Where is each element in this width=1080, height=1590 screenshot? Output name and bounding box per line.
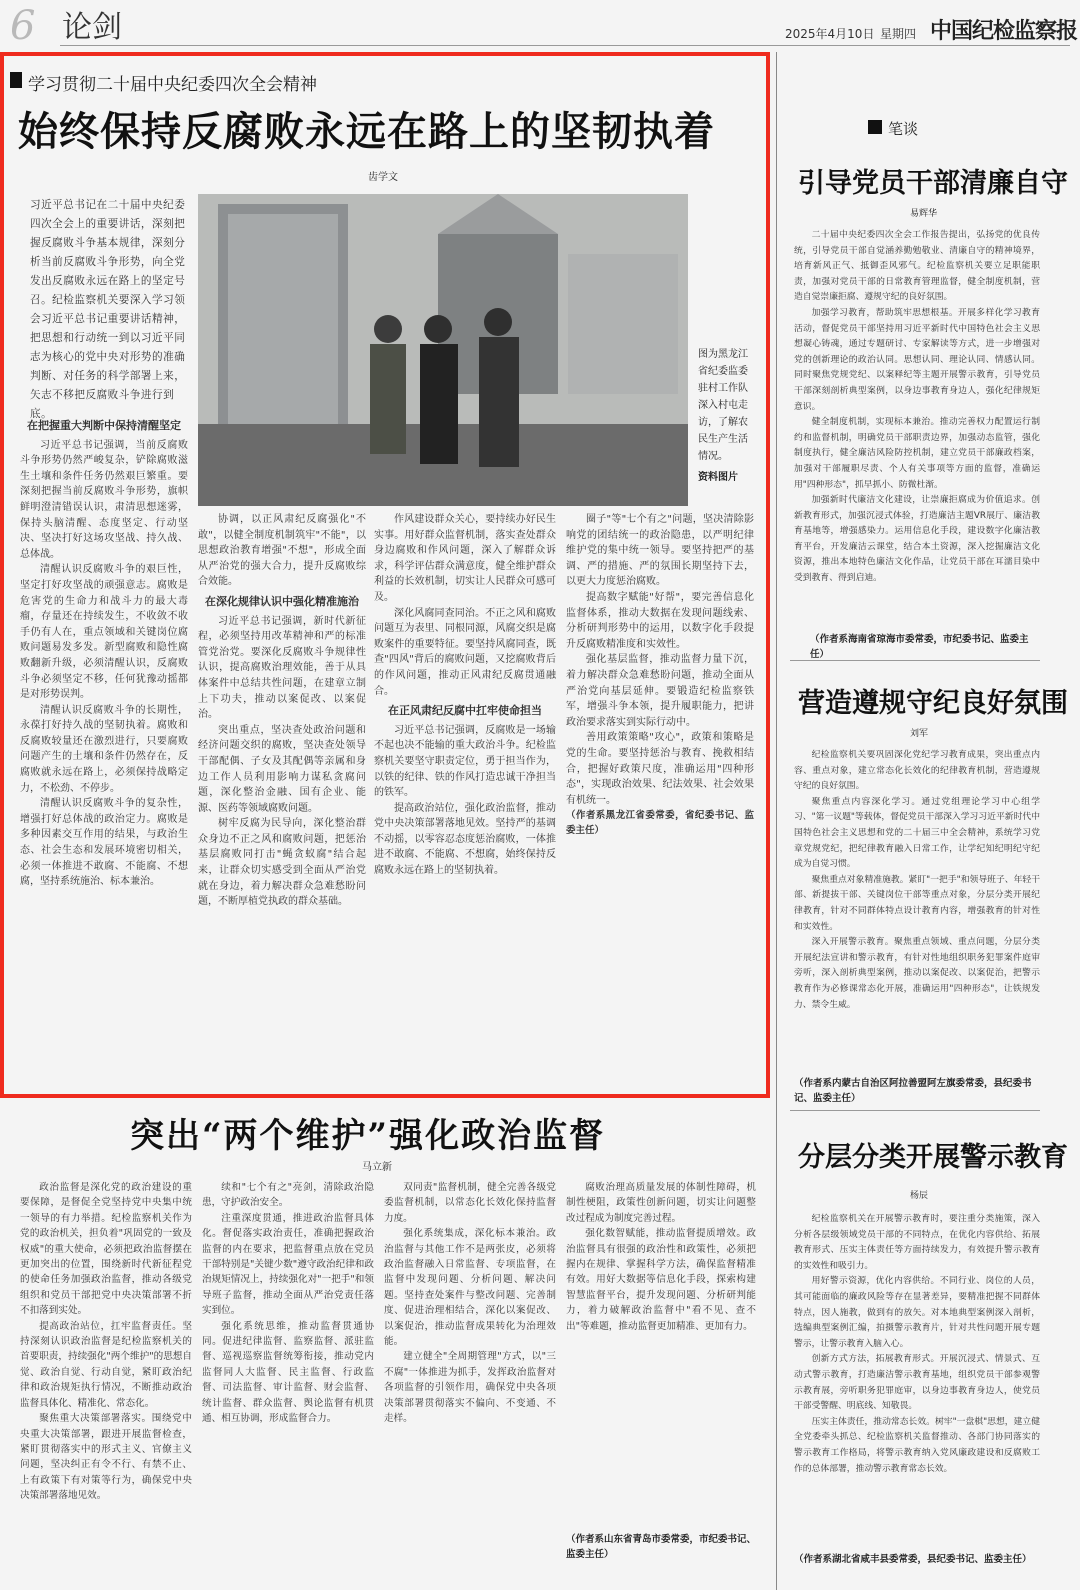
paragraph: 清醒认识反腐败斗争的长期性，永葆打好持久战的坚韧执着。腐败和反腐败较量还在激烈进行，只要腐败问题产生的土壤和条件仍然存在，反腐败就永远在路上，必须保持战略定力，不松劲、不停步。 xyxy=(20,704,188,794)
photo-illustration xyxy=(198,194,688,506)
paragraph: 健全制度机制，实现标本兼治。推动完善权力配置运行制约和监督机制，明确党员干部职责边界，加强动态监管，强化制度执行，健全廉洁风险防控机制，建立党员干部廉政档案，加强对干部履职尽责、个人有关事项等方面的监督，准确运用"四种形态"，抓早抓小、防微杜渐。 xyxy=(794,417,1040,490)
paragraph: 作风建设群众关心，要持续办好民生实事。用好群众监督机制，落实查处群众身边腐败和作风问题，深入了解群众诉求，科学评估群众满意度，健全维护群众利益的长效机制，切实让人民群众可感可及。 xyxy=(374,514,556,603)
paragraph: 突出重点，坚决查处政治问题和经济问题交织的腐败，坚决查处领导干部配偶、子女及其配偶等亲属和身边工作人员利用影响力谋私贪腐问题，深化整治金融、国有企业、能源、医药等领域腐败问题。 xyxy=(198,724,366,814)
sidebar-article-body xyxy=(794,1212,1040,1548)
paragraph: 建立健全"全周期管理"方式，以"三不腐"一体推进为抓手，发挥政治监督对各项监督的引领作用，确保党中央各项决策部署贯彻落实不偏向、不变通、不走样。 xyxy=(384,1351,556,1425)
article-column-3 xyxy=(374,512,556,1090)
paragraph: 树牢反腐为民导向，深化整治群众身边不正之风和腐败问题，把惩治基层腐败同打击"蝇贪蚁腐"结合起来，让群众切实感受到全面从严治党就在身边，着力解决群众急难愁盼问题，不断厚植党执政的群众基础。 xyxy=(198,818,366,908)
masthead xyxy=(0,0,1080,48)
paragraph: 续和"七个有之"亮剑，清除政治隐患，守护政治安全。 xyxy=(202,1182,374,1209)
paragraph: 圈子"等"七个有之"问题，坚决清除影响党的团结统一的政治隐患，以严明纪律维护党的集中统一领导。要坚持把严的基调、严的措施、严的氛围长期坚持下去，以更大力度惩治腐败。 xyxy=(566,514,754,588)
paragraph: 清醒认识反腐败斗争的艰巨性，坚定打好攻坚战的顽强意志。腐败是危害党的生命力和战斗力的最大毒瘤，存量还在持续发生，不收敛不收手仍有人在，重点领域和关键岗位腐败问题易发多发。新型腐败和隐性腐败翻新升级，必须清醒认识，反腐败斗争必须坚定不移，任何犹豫动摇都是对形势误判。 xyxy=(20,564,188,701)
article-column-4 xyxy=(566,512,754,1090)
paragraph: 压实主体责任，推动常态长效。树牢"一盘棋"思想，建立健全党委牵头抓总、纪检监察机关监督推动、各部门协同落实的警示教育工作格局，将警示教育纳入党风廉政建设和反腐败工作的总体部署，推动警示教育常态长效。 xyxy=(794,1416,1040,1474)
paragraph: 提高政治站位，扛牢监督责任。坚持深刻认识政治监督是纪检监察机关的首要职责，持续强化"两个维护"的思想自觉、政治自觉、行动自觉，紧盯政治纪律和政治规矩执行情况，不断推动政治监督具体化、精准化、常态化。 xyxy=(20,1320,192,1409)
sidebar-article-body xyxy=(794,748,1040,1076)
article-column-1 xyxy=(20,414,188,1090)
paragraph: 双同责"监督机制，健全完善各级党委监督机制，以常态化长效化保持监督力度。 xyxy=(384,1182,556,1224)
article-photo xyxy=(198,194,688,506)
publication-weekday: 星期四 xyxy=(880,27,917,41)
author-signature: （作者系山东省青岛市委常委，市纪委书记、监委主任） xyxy=(566,1534,757,1560)
paragraph: 清醒认识反腐败斗争的复杂性，增强打好总体战的政治定力。腐败是多种因素交互作用的结果，与政治生态、社会生态和发展环境密切相关，必须一体推进不敢腐、不能腐、不想腐，坚持系统施治、标本兼治。 xyxy=(20,798,188,888)
paragraph: 强化数智赋能，推动监督提质增效。政治监督具有很强的政治性和政策性，必须把握内在规律、掌握科学方法，确保监督精准有效。用好大数据等信息化手段，探索构建智慧监督平台，提升发现问题、分析研判能力，着力破解政治监督中"看不见、查不出"等难题，推动监督更加精准、更加有力。 xyxy=(566,1228,756,1332)
sidebar-article-body xyxy=(794,228,1040,652)
sidebar-separator xyxy=(790,1110,1040,1111)
paragraph: 协调，以正风肃纪反腐强化"不敢"，以健全制度机制筑牢"不能"，以思想政治教育增强"不想"，形成全面从严治党的强大合力，提升反腐败综合效能。 xyxy=(198,514,366,588)
sidebar-article-title[interactable]: 引导党员干部清廉自守 xyxy=(798,168,1068,199)
paragraph: 腐败治理高质量发展的体制性障碍，机制性梗阻，政策性创新问题，切实让问题整改过程成为制度完善过程。 xyxy=(566,1182,756,1224)
pen-icon xyxy=(10,72,22,88)
sidebar-divider xyxy=(776,52,777,1590)
article-headline[interactable]: 始终保持反腐败永远在路上的坚韧执着 xyxy=(18,108,715,155)
paragraph: 政治监督是深化党的政治建设的重要保障，是督促全党坚持党中央集中统一领导的有力举措。纪检监察机关作为党的政治机关，担负着"巩固党的一致及权威"的重大使命，必须把政治监督摆在更加突出的位置，围绕新时代新征程党的使命任务加强政治监督，推动各级党组织和党员干部把党中央决策部署不折不扣落到实处。 xyxy=(20,1182,192,1317)
paragraph: 纪检监察机关要巩固深化党纪学习教育成果，突出重点内容、重点对象，建立常态化长效化的纪律教育机制，营造遵规守纪的良好氛围。 xyxy=(794,750,1040,792)
article-byline: 齿学文 xyxy=(368,172,398,183)
paragraph: 创新方式方法，拓展教育形式。开展沉浸式、情景式、互动式警示教育，打造廉洁警示教育基地，组织党员干部参观警示教育展，旁听职务犯罪庭审，以身边事教育身边人，使党员干部受警醒、明底线、知敬畏。 xyxy=(794,1354,1040,1412)
page-number: 6 xyxy=(10,3,36,49)
paragraph: 用好警示资源，优化内容供给。不同行业、岗位的人员，其可能面临的廉政风险等存在显著差异，要精准把握不同群体特点，因人施教，做到有的放矢。对本地典型案例深入剖析，选编典型案例汇编，拍摄警示教育片，针对共性问题开展专题警示，让警示教育入脑入心。 xyxy=(794,1276,1040,1349)
article-kicker: 学习贯彻二十届中央纪委四次全会精神 xyxy=(28,75,317,95)
photo-caption xyxy=(698,346,754,486)
sidebar-article-author: 刘军 xyxy=(910,729,929,739)
section-heading-1: 在把握重大判断中保持清醒坚定 xyxy=(27,419,181,432)
sidebar-separator xyxy=(790,660,1040,661)
sidebar-article-title[interactable]: 分层分类开展警示教育 xyxy=(798,1142,1068,1173)
paragraph: 纪检监察机关在开展警示教育时，要注重分类施策，深入分析各层级领域党员干部的不同特点，在优化内容供给、拓展教育形式、压实主体责任等方面持续发力，有效提升警示教育的实效性和吸引力。 xyxy=(794,1214,1040,1271)
paragraph: 习近平总书记强调，新时代新征程，必须坚持用改革精神和严的标准管党治党。要深化反腐败斗争规律性认识，提高腐败治理效能，善于从具体案件中总结共性问题，在建章立制上下功夫，推动以案促改、以案促治。 xyxy=(198,615,366,721)
paragraph: 习近平总书记强调，反腐败是一场输不起也决不能输的重大政治斗争。纪检监察机关要坚守职责定位，勇于担当作为，以铁的纪律、铁的作风打造忠诚干净担当的铁军。 xyxy=(374,724,556,799)
paragraph: 二十届中央纪委四次全会工作报告提出，弘扬党的优良传统，引导党员干部自觉涵养勤勉敬业、清廉自守的精神境界，培育新风正气、抵御歪风邪气。纪检监察机关要立足职能职责，加强对党员干部的日常教育管理监督，健全制度机制，营造自觉崇廉拒腐、遵规守纪的良好氛围。 xyxy=(794,230,1040,303)
lower-article-author: 马立新 xyxy=(362,1162,392,1173)
paragraph: 善用政策策略"攻心"，政策和策略是党的生命。要坚持惩治与教育、挽救相结合，把握好政策尺度，准确运用"四种形态"，实现政治效果、纪法效果、社会效果有机统一。 xyxy=(566,732,754,806)
masthead-divider xyxy=(60,45,1070,46)
section-name: 论剑 xyxy=(62,10,122,45)
paragraph: 注重深度贯通，推进政治监督具体化。督促落实政治责任，准确把握政治监督的内在要求，把监督重点放在党员干部特别是"关键少数"遵守政治纪律和政治规矩情况上，持续强化对"一把手"和领导班子监督，推动全面从严治党责任落实到位。 xyxy=(202,1212,374,1317)
author-signature: （作者系黑龙江省委常委，省纪委书记、监委主任） xyxy=(566,810,754,837)
author-signature: （作者系湖北省咸丰县委常委，县纪委书记、监委主任） xyxy=(794,1554,1032,1565)
sidebar-article-author: 易辉华 xyxy=(910,209,938,219)
lower-article-headline[interactable]: 突出“两个维护”强化政治监督 xyxy=(130,1116,606,1156)
paragraph: 提高政治站位，强化政治监督，推动党中央决策部署落地见效。坚持严的基调不动摇，以零容忍态度惩治腐败，一体推进不敢腐、不能腐、不想腐，始终保持反腐败永远在路上的坚韧执着。 xyxy=(374,802,556,877)
paragraph: 强化系统集成，深化标本兼治。政治监督与其他工作不是两张皮，必须将政治监督融入日常监督、专项监督，在监督中发现问题、分析问题、解决问题。坚持查处案件与整改问题、完善制度、促进治理相结合，深化以案促改、以案促治，推动监督成果转化为治理效能。 xyxy=(384,1228,556,1348)
article-lead: 习近平总书记在二十届中央纪委四次全会上的重要讲话，深刻把握反腐败斗争基本规律，深刻分析当前反腐败斗争形势，向全党发出反腐败永远在路上的坚定号召。纪检监察机关要深入学习领会习近平总书记重要讲话精神，把思想和行动统一到以习近平同志为核心的党中央对形势的准确判断、对任务的科学部署上来，矢志不移把反腐败斗争进行到底。 xyxy=(30,199,186,420)
lower-column-2 xyxy=(202,1180,374,1580)
caption-text: 图为黑龙江省纪委监委驻村工作队深入村屯走访，了解农民生产生活情况。 xyxy=(698,349,748,462)
section-heading-3: 在正风肃纪反腐中扛牢使命担当 xyxy=(388,704,542,718)
paragraph: 强化系统思维，推动监督贯通协同。促进纪律监督、监察监督、派驻监督、巡视巡察监督统筹衔接，推动党内监督同人大监督、民主监督、行政监督、司法监督、审计监督、财会监督、统计监督、群众监督、舆论监督有机贯通、相互协调，形成监督合力。 xyxy=(202,1320,374,1425)
paragraph: 强化基层监督，推动监督力量下沉，着力解决群众急难愁盼问题，推动全面从严治党向基层延伸。要锻造纪检监察铁军，增强斗争本领，提升履职能力，把讲政治要求落实到实际行动中。 xyxy=(566,654,754,728)
paragraph: 加强新时代廉洁文化建设，让崇廉拒腐成为价值追求。创新教育形式，加强沉浸式体验，打造廉洁主题VR展厅、廉洁教育基地等，增强感染力。运用信息化手段，建设数字化廉洁教育平台，开发廉洁云课堂，结合本土资源，深入挖掘廉洁文化资源，推出本地特色廉洁文化作品，让党员干部在耳濡目染中受到教育、得到启迪。 xyxy=(794,495,1040,584)
paragraph: 深化风腐同查同治。不正之风和腐败问题互为表里、同根同源，风腐交织是腐败案件的重要特征。要坚持风腐同查，既查"四风"背后的腐败问题，又挖腐败背后的作风问题，推动正风肃纪反腐贯通融合。 xyxy=(374,607,556,697)
paragraph: 提高数字赋能"好帮"，要完善信息化监督体系，推动大数据在发现问题线索、分析研判形势中的运用，以数字化手段提升反腐败精准度和实效性。 xyxy=(566,591,754,650)
newspaper-logo: 中国纪检监察报 xyxy=(930,18,1078,44)
photo-credit: 资料图片 xyxy=(698,472,738,483)
article-column-2 xyxy=(198,512,366,1090)
lower-column-4 xyxy=(566,1180,756,1526)
paragraph: 聚焦重点对象精准施教。紧盯"一把手"和领导班子、年轻干部、新提拔干部、关键岗位干部等重点对象，分层分类开展纪律教育，针对不同群体特点设计教育内容，增强教育的针对性和实效性。 xyxy=(794,874,1040,932)
paragraph: 聚焦重点内容深化学习。通过党组理论学习中心组学习、"第一议题"等载体，督促党员干部深入学习习近平新时代中国特色社会主义思想和党的二十届三中全会精神，系统学习党章党规党纪，把纪律教育融入日常工作，让学纪知纪明纪守纪成为自觉习惯。 xyxy=(794,796,1040,870)
paragraph: 习近平总书记强调，当前反腐败斗争形势仍然严峻复杂，铲除腐败滋生土壤和条件任务仍然艰巨繁重。要深刻把握当前反腐败斗争形势，旗帜鲜明澄清错误认识，肃清思想迷雾，保持头脑清醒、态度坚定、行动坚决、坚决打好这场攻坚战、持久战、总体战。 xyxy=(20,439,188,560)
section-heading-2: 在深化规律认识中强化精准施治 xyxy=(205,594,359,608)
paragraph: 聚焦重大决策部署落实。围绕党中央重大决策部署，跟进开展监督检查，紧盯贯彻落实中的形式主义、官僚主义问题，坚决纠正有令不行、有禁不止、上有政策下有对策等行为，确保党中央决策部署落地见效。 xyxy=(20,1413,192,1502)
paragraph: 深入开展警示教育。聚焦重点领域、重点问题，分层分类开展纪法宣讲和警示教育，有针对性地组织职务犯罪案件庭审旁听，深入剖析典型案例，推动以案促改、以案促治，把警示教育作为必修课常态化开展，准确运用"四种形态"，让铁规发力、禁令生威。 xyxy=(794,937,1040,1010)
lower-column-3 xyxy=(384,1180,556,1580)
paragraph: 加强学习教育，帮助筑牢思想根基。开展多样化学习教育活动，督促党员干部坚持用习近平新时代中国特色社会主义思想凝心铸魂，通过专题研讨、专家解读等方式，进一步增强对党的创新理论的政治认同。思想认同、理论认同、情感认同。同时聚焦党规党纪、以案释纪等主题开展警示教育，引导党员干部深刻剖析典型案例，以身边事教育身边人，强化纪律规矩意识。 xyxy=(794,307,1040,412)
publication-date: 2025年4月10日 xyxy=(785,27,875,41)
lower-column-1 xyxy=(20,1180,192,1580)
author-signature: （作者系内蒙古自治区阿拉善盟阿左旗委常委，县纪委书记、监委主任） xyxy=(794,1078,1032,1104)
sidebar-article-title[interactable]: 营造遵规守纪良好氛围 xyxy=(798,688,1068,719)
author-signature: （作者系海南省琼海市委常委，市纪委书记、监委主任） xyxy=(810,634,1029,660)
pen-icon xyxy=(868,120,882,134)
sidebar-article-author: 杨辰 xyxy=(910,1191,929,1201)
sidebar-tag: 笔谈 xyxy=(888,120,919,138)
